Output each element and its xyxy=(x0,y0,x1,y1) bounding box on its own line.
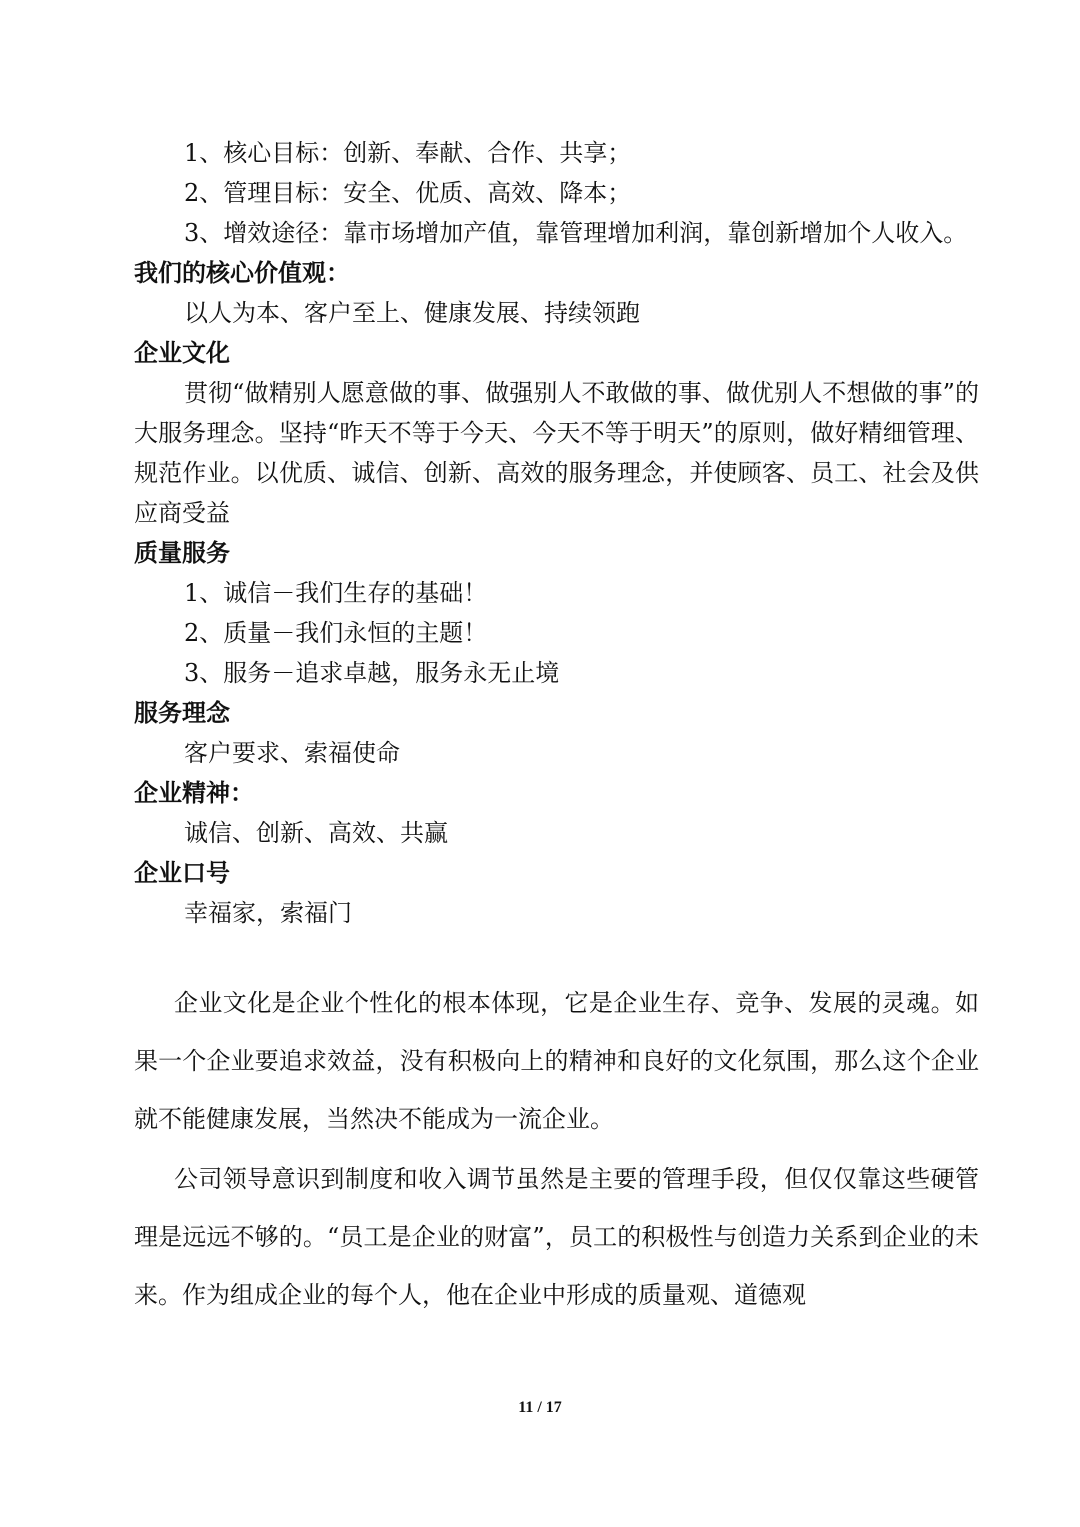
culture-text: 贯彻“做精别人愿意做的事、做强别人不敢做的事、做优别人不想做的事”的大服务理念。坚持“昨天不等于今天、今天不等于明天”的原则，做好精细管理、规范作业。以优质、诚信、创新、高效的服务理念，并使顾客、员工、社会及供应商受益 xyxy=(134,379,979,527)
quality-item: 2、质量－我们永恒的主题！ xyxy=(184,619,488,647)
body-paragraph: 企业文化是企业个性化的根本体现，它是企业生存、竞争、发展的灵魂。如果一个企业要追求效益，没有积极向上的精神和良好的文化氛围，那么这个企业就不能健康发展，当然决不能成为一流企业。 xyxy=(134,989,979,1133)
quality-item: 3、服务－追求卓越，服务永无止境 xyxy=(184,659,560,687)
core-values-heading: 我们的核心价值观： xyxy=(134,259,350,287)
spirit-text: 诚信、创新、高效、共赢 xyxy=(184,819,448,847)
slogan-text: 幸福家，索福门 xyxy=(184,899,352,927)
goal-item: 3、增效途径：靠市场增加产值，靠管理增加利润，靠创新增加个人收入。 xyxy=(184,219,968,247)
slogan-heading: 企业口号 xyxy=(134,859,230,887)
quality-heading: 质量服务 xyxy=(134,539,230,567)
goal-item: 2、管理目标：安全、优质、高效、降本； xyxy=(184,179,632,207)
culture-heading: 企业文化 xyxy=(134,339,230,367)
service-concept-heading: 服务理念 xyxy=(134,699,230,727)
quality-item: 1、诚信－我们生存的基础！ xyxy=(184,579,488,607)
service-concept-text: 客户要求、索福使命 xyxy=(184,739,400,767)
body-paragraph: 公司领导意识到制度和收入调节虽然是主要的管理手段，但仅仅靠这些硬管理是远远不够的。“员工是企业的财富”，员工的积极性与创造力关系到企业的未来。作为组成企业的每个人，他在企业中形成的质量观、道德观 xyxy=(134,1165,979,1309)
page-number: 11 / 17 xyxy=(518,1399,562,1416)
goal-item: 1、核心目标：创新、奉献、合作、共享； xyxy=(184,139,632,167)
body-text xyxy=(134,974,979,1324)
core-values-text: 以人为本、客户至上、健康发展、持续领跑 xyxy=(184,299,640,327)
spirit-heading: 企业精神： xyxy=(134,779,254,807)
top-section xyxy=(134,133,979,933)
